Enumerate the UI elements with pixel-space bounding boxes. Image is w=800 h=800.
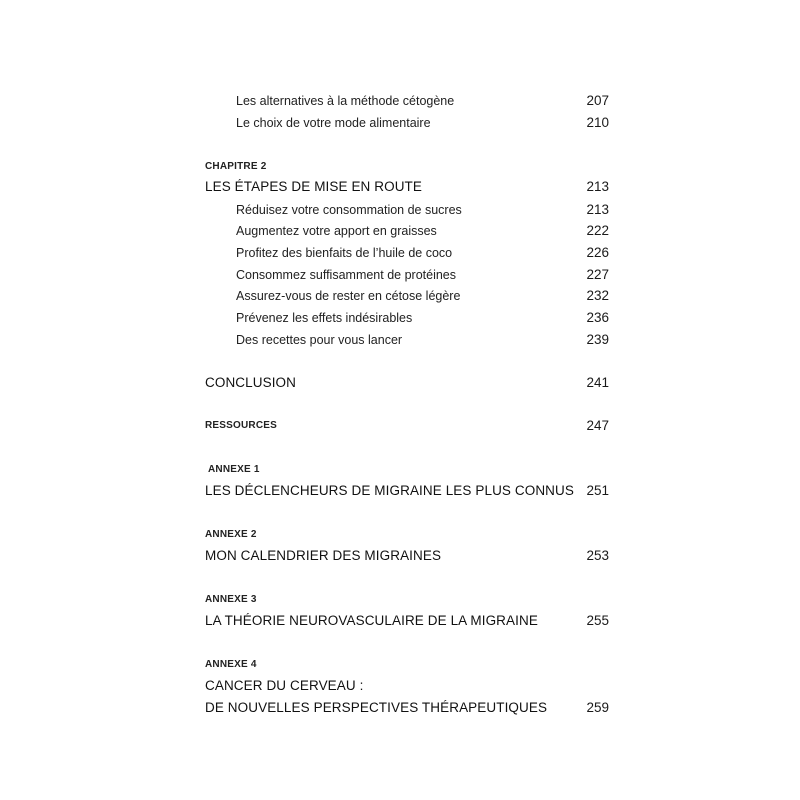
chapter-heading-page: 213: [586, 179, 609, 194]
toc-entry-page: 236: [586, 310, 609, 325]
toc-entry: [205, 308, 609, 328]
annex-heading-title: LA THÉORIE NEUROVASCULAIRE DE LA MIGRAINE: [205, 613, 538, 628]
toc-entry-title: Profitez des bienfaits de l’huile de coco: [236, 246, 453, 260]
toc-entry-title: Assurez-vous de rester en cétose légère: [236, 289, 461, 303]
annex-label: ANNEXE 4: [205, 659, 257, 670]
annex-heading-title-line1: CANCER DU CERVEAU :: [205, 678, 364, 693]
annex-heading: [205, 546, 609, 566]
toc-entry: [205, 113, 609, 133]
annex-heading-page: 253: [586, 548, 609, 563]
toc-entry-title: Augmentez votre apport en graisses: [236, 224, 437, 238]
chapter-heading-title: LES ÉTAPES DE MISE EN ROUTE: [205, 179, 422, 194]
toc-entry-page: 222: [586, 223, 609, 238]
toc-entry: [205, 200, 609, 220]
toc-entry: [205, 221, 609, 241]
annex-heading: [205, 698, 609, 718]
conclusion-heading: [205, 373, 609, 393]
toc-entry: [205, 91, 609, 111]
toc-entry-title: Des recettes pour vous lancer: [236, 333, 403, 347]
annex-heading: [205, 611, 609, 631]
chapter-label: CHAPITRE 2: [205, 161, 267, 172]
toc-entry-title: Consommez suffisamment de protéines: [236, 268, 457, 282]
toc-entry: [205, 265, 609, 285]
toc-entry: [205, 330, 609, 350]
toc-entry: [205, 243, 609, 263]
toc-entry-page: 210: [586, 115, 609, 130]
annex-heading-line: [205, 676, 609, 696]
toc-entry-page: 213: [586, 202, 609, 217]
toc-entry-title: Les alternatives à la méthode cétogène: [236, 94, 455, 108]
conclusion-heading-page: 241: [586, 375, 609, 390]
toc-entry-title: Réduisez votre consommation de sucres: [236, 203, 462, 217]
toc-entry: [205, 286, 609, 306]
annex-heading-title: DE NOUVELLES PERSPECTIVES THÉRAPEUTIQUES: [205, 700, 548, 715]
resources-heading-title: RESSOURCES: [205, 420, 278, 431]
annex-heading-page: 251: [586, 483, 609, 498]
resources-heading: [205, 416, 609, 436]
annex-heading-page: 255: [586, 613, 609, 628]
annex-label: ANNEXE 1: [208, 464, 260, 475]
annex-heading-page: 259: [586, 700, 609, 715]
annex-heading: [205, 481, 609, 501]
resources-heading-page: 247: [586, 418, 609, 433]
toc-entry-page: 207: [586, 93, 609, 108]
annex-heading-title: MON CALENDRIER DES MIGRAINES: [205, 548, 442, 563]
toc-entry-page: 239: [586, 332, 609, 347]
chapter-heading: [205, 177, 609, 197]
annex-label: ANNEXE 2: [205, 529, 257, 540]
toc-entry-title: Le choix de votre mode alimentaire: [236, 116, 431, 130]
conclusion-heading-title: CONCLUSION: [205, 375, 297, 390]
annex-label: ANNEXE 3: [205, 594, 257, 605]
annex-heading-title: LES DÉCLENCHEURS DE MIGRAINE LES PLUS CONNUS: [205, 483, 574, 498]
toc-entry-page: 232: [586, 288, 609, 303]
toc-entry-page: 226: [586, 245, 609, 260]
toc-entry-page: 227: [586, 267, 609, 282]
toc-entry-title: Prévenez les effets indésirables: [236, 311, 413, 325]
